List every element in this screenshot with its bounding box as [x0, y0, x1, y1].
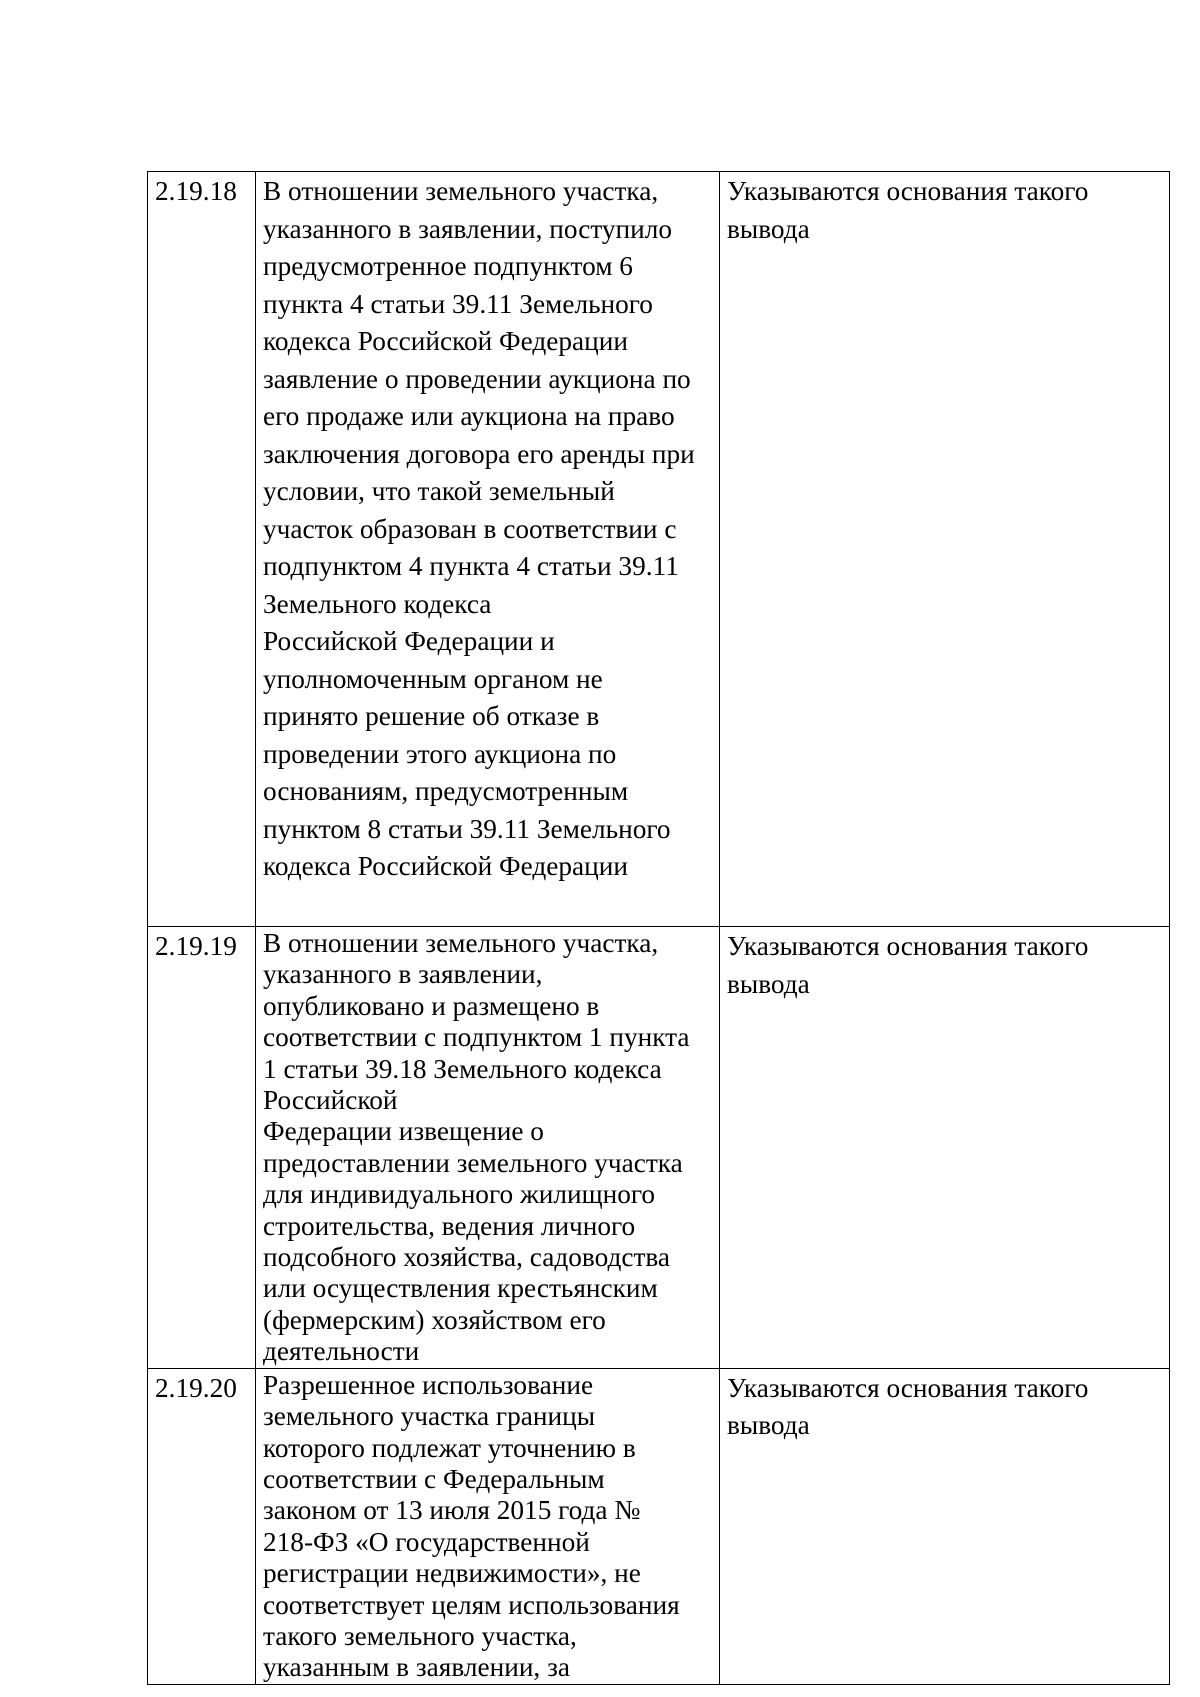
note-text: Указываются основания такого вывода	[727, 1372, 1089, 1441]
condition-cell	[256, 927, 720, 1369]
condition-text: Разрешенное использование земельного участка границы которого подлежат уточнению в соответствии с Федеральным законом от 13 июля 2015 года № 218-ФЗ «О государственной регистрации недвижимости», не соответствует целям использования такого земельного участка, указанным в заявлении, за	[263, 1369, 680, 1683]
row-number-cell	[148, 927, 256, 1369]
condition-cell	[256, 172, 720, 927]
note-cell	[720, 172, 1170, 927]
condition-text: В отношении земельного участка, указанного в заявлении, опубликовано и размещено в соответствии с подпунктом 1 пункта 1 статьи 39.18 Земельного кодекса Российской Федерации извещение о предоставлении земельного участка для индивидуального жилищного строительства, ведения личного подсобного хозяйства, садоводства или осуществления крестьянским (фермерским) хозяйством его деятельности	[263, 928, 690, 1367]
condition-cell	[256, 1368, 720, 1684]
condition-text: В отношении земельного участка, указанного в заявлении, поступило предусмотренное подпунктом 6 пункта 4 статьи 39.11 Земельного кодекса Российской Федерации заявление о проведении аукциона по его продаже или аукциона на право заключения договора его аренды при условии, что такой земельный участок образован в соответствии с подпунктом 4 пункта 4 статьи 39.11 Земельного кодекса Российской Федерации и уполномоченным органом не принято решение об отказе в проведении этого аукциона по основаниям, предусмотренным пунктом 8 статьи 39.11 Земельного кодекса Российской Федерации	[263, 176, 695, 881]
table-row	[148, 927, 1170, 1369]
row-number-cell	[148, 1368, 256, 1684]
table-row	[148, 1368, 1170, 1684]
note-cell	[720, 1368, 1170, 1684]
requirements-table	[147, 171, 1170, 1685]
note-text: Указываются основания такого вывода	[727, 931, 1089, 999]
row-number: 2.19.20	[155, 1372, 237, 1403]
row-number-cell	[148, 172, 256, 927]
table-row	[148, 172, 1170, 927]
row-number: 2.19.18	[155, 176, 237, 206]
note-text: Указываются основания такого вывода	[727, 176, 1089, 244]
note-cell	[720, 927, 1170, 1369]
row-number: 2.19.19	[155, 931, 237, 961]
